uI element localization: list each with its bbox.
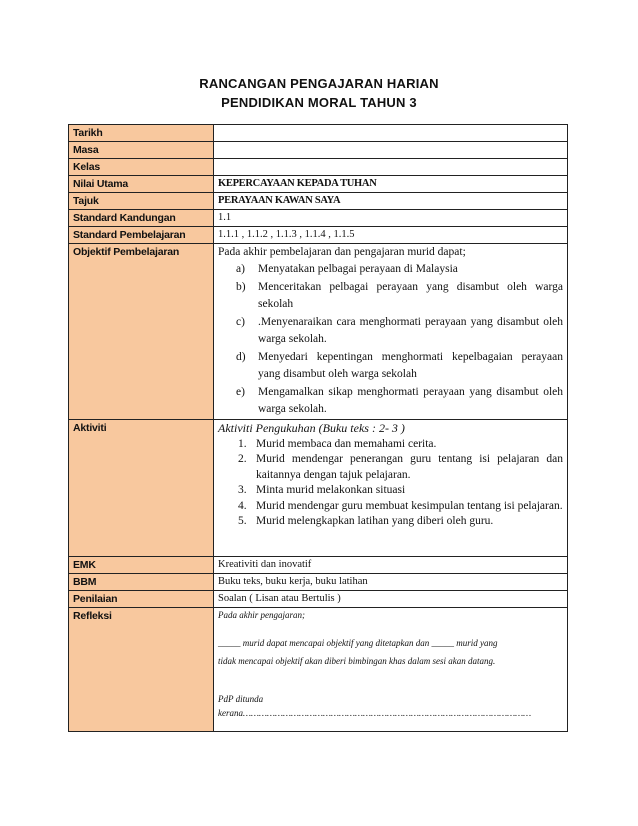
label-masa: Masa bbox=[69, 142, 214, 159]
label-kelas: Kelas bbox=[69, 159, 214, 176]
document-title: RANCANGAN PENGAJARAN HARIAN bbox=[199, 76, 439, 91]
row-tajuk bbox=[69, 193, 568, 210]
value-standard-kandungan: 1.1 bbox=[214, 210, 568, 227]
value-aktiviti bbox=[214, 419, 568, 556]
row-masa bbox=[69, 142, 568, 159]
row-standard-pembelajaran bbox=[69, 227, 568, 244]
label-tarikh: Tarikh bbox=[69, 125, 214, 142]
value-tarikh bbox=[214, 125, 568, 142]
list-text: Murid mendengar penerangan guru tentang isi pelajaran dan kaitannya dengan tajuk pelajaran. bbox=[256, 453, 563, 481]
value-tajuk: PERAYAAN KAWAN SAYA bbox=[214, 193, 568, 210]
row-emk bbox=[69, 556, 568, 573]
value-nilai-utama: KEPERCAYAAN KEPADA TUHAN bbox=[214, 176, 568, 193]
label-penilaian: Penilaian bbox=[69, 590, 214, 607]
row-kelas bbox=[69, 159, 568, 176]
label-nilai-utama: Nilai Utama bbox=[69, 176, 214, 193]
list-marker: e) bbox=[236, 385, 245, 398]
list-marker: 2. bbox=[238, 453, 247, 465]
document-subtitle: PENDIDIKAN MORAL TAHUN 3 bbox=[221, 95, 417, 110]
label-emk: EMK bbox=[69, 556, 214, 573]
list-marker: c) bbox=[236, 315, 245, 328]
refleksi-line: Pada akhir pengajaran; bbox=[218, 609, 305, 620]
value-penilaian: Soalan ( Lisan atau Bertulis ) bbox=[214, 590, 568, 607]
list-item bbox=[236, 384, 563, 419]
value-bbm: Buku teks, buku kerja, buku latihan bbox=[214, 573, 568, 590]
list-marker: 3. bbox=[238, 484, 247, 496]
list-item bbox=[238, 452, 563, 483]
list-marker: 1. bbox=[238, 437, 247, 450]
label-objektif: Objektif Pembelajaran bbox=[69, 244, 214, 420]
list-item bbox=[238, 514, 563, 530]
objektif-intro: Pada akhir pembelajaran dan pengajaran murid dapat; bbox=[218, 246, 466, 258]
list-text: Murid melengkapkan latihan yang diberi oleh guru. bbox=[256, 515, 494, 527]
row-objektif bbox=[69, 244, 568, 420]
list-marker: 4. bbox=[238, 499, 247, 512]
label-aktiviti: Aktiviti bbox=[69, 419, 214, 556]
row-aktiviti bbox=[69, 419, 568, 556]
list-marker: d) bbox=[236, 350, 246, 363]
refleksi-line: PdP ditunda bbox=[218, 693, 264, 704]
value-emk: Kreativiti dan inovatif bbox=[214, 556, 568, 573]
label-tajuk: Tajuk bbox=[69, 193, 214, 210]
list-text: Minta murid melakonkan situasi bbox=[256, 484, 406, 496]
row-nilai-utama bbox=[69, 176, 568, 193]
value-refleksi bbox=[214, 607, 568, 731]
refleksi-line: _____ murid dapat mencapai objektif yang ditetapkan dan _____ murid yang bbox=[218, 637, 498, 648]
label-bbm: BBM bbox=[69, 573, 214, 590]
list-text: Murid membaca dan memahami cerita. bbox=[256, 437, 437, 450]
refleksi-line: kerana……………………………………………………………………………………………… bbox=[218, 707, 532, 718]
value-masa bbox=[214, 142, 568, 159]
list-item bbox=[238, 437, 563, 453]
list-text: Menyatakan pelbagai perayaan di Malaysia bbox=[258, 263, 458, 275]
list-item bbox=[236, 349, 563, 384]
row-refleksi bbox=[69, 607, 568, 731]
list-marker: a) bbox=[236, 263, 245, 275]
list-text: .Menyenaraikan cara menghormati perayaan yang disambut oleh warga sekolah. bbox=[258, 315, 563, 345]
list-item bbox=[236, 314, 563, 349]
row-tarikh bbox=[69, 125, 568, 142]
aktiviti-list bbox=[218, 437, 563, 530]
row-bbm bbox=[69, 573, 568, 590]
refleksi-line: tidak mencapai objektif akan diberi bimbingan khas dalam sesi akan datang. bbox=[218, 655, 496, 666]
label-standard-kandungan: Standard Kandungan bbox=[69, 210, 214, 227]
label-standard-pembelajaran: Standard Pembelajaran bbox=[69, 227, 214, 244]
list-text: Mengamalkan sikap menghormati perayaan yang disambut oleh warga sekolah. bbox=[258, 385, 563, 415]
row-penilaian bbox=[69, 590, 568, 607]
list-marker: 5. bbox=[238, 515, 247, 527]
list-item bbox=[238, 499, 563, 515]
list-text: Menceritakan pelbagai perayaan yang disambut oleh warga sekolah bbox=[258, 280, 563, 310]
value-standard-pembelajaran: 1.1.1 , 1.1.2 , 1.1.3 , 1.1.4 , 1.1.5 bbox=[214, 227, 568, 244]
list-item bbox=[238, 483, 563, 499]
list-text: Menyedari kepentingan menghormati kepelbagaian perayaan yang disambut oleh warga sekolah bbox=[258, 350, 563, 380]
value-objektif bbox=[214, 244, 568, 420]
list-text: Murid mendengar guru membuat kesimpulan tentang isi pelajaran. bbox=[256, 499, 563, 512]
row-standard-kandungan bbox=[69, 210, 568, 227]
aktiviti-intro: Aktiviti Pengukuhan (Buku teks : 2- 3 ) bbox=[218, 420, 405, 435]
list-item bbox=[236, 261, 563, 279]
label-refleksi: Refleksi bbox=[69, 607, 214, 731]
objektif-list bbox=[218, 261, 563, 419]
value-kelas bbox=[214, 159, 568, 176]
lesson-plan-table bbox=[68, 124, 568, 732]
list-item bbox=[236, 279, 563, 314]
list-marker: b) bbox=[236, 280, 246, 293]
